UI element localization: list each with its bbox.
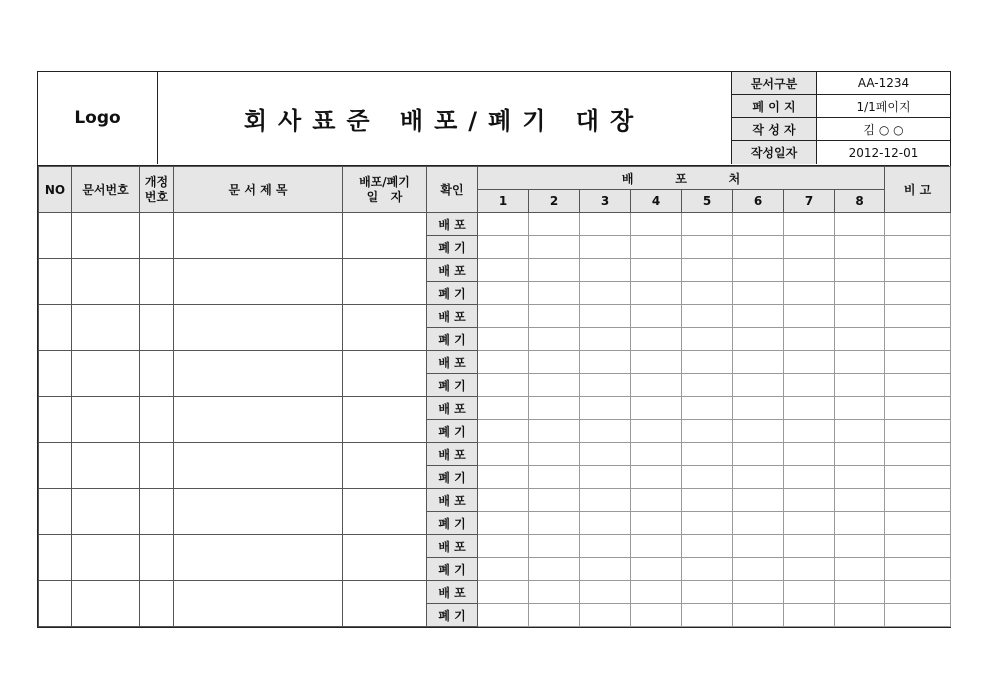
disposal-label: 폐 기: [427, 236, 478, 259]
distribution-check-cell[interactable]: [784, 604, 835, 627]
distribution-check-cell[interactable]: [835, 420, 885, 443]
distribution-check-cell[interactable]: [784, 558, 835, 581]
doc-no-cell[interactable]: [72, 489, 140, 535]
distribution-check-cell[interactable]: [682, 512, 733, 535]
revision-cell[interactable]: [140, 213, 174, 259]
distribution-check-cell[interactable]: [631, 558, 682, 581]
distribution-check-cell[interactable]: [580, 512, 631, 535]
remark-cell[interactable]: [885, 466, 951, 489]
distribution-check-cell[interactable]: [733, 397, 784, 420]
distribution-check-cell[interactable]: [631, 581, 682, 604]
distribution-check-cell[interactable]: [784, 328, 835, 351]
distribution-check-cell[interactable]: [631, 305, 682, 328]
distribution-check-cell[interactable]: [733, 443, 784, 466]
doc-no-cell[interactable]: [72, 305, 140, 351]
disposal-label: 폐 기: [427, 328, 478, 351]
distribution-check-cell[interactable]: [580, 581, 631, 604]
document-info-box: [731, 72, 950, 164]
distribution-check-cell[interactable]: [529, 259, 580, 282]
info-label: 문서구분: [732, 72, 817, 94]
distribution-check-cell[interactable]: [835, 397, 885, 420]
distribution-label: 배 포: [427, 443, 478, 466]
info-value[interactable]: 1/1페이지: [856, 99, 911, 114]
distribution-check-cell[interactable]: [478, 558, 529, 581]
revision-cell[interactable]: [140, 305, 174, 351]
distribution-check-cell[interactable]: [733, 581, 784, 604]
distribution-check-cell[interactable]: [529, 535, 580, 558]
revision-cell[interactable]: [140, 259, 174, 305]
distribution-check-cell[interactable]: [835, 443, 885, 466]
col-distribution-header: 배 포 처: [478, 167, 885, 190]
distribution-check-cell[interactable]: [529, 512, 580, 535]
distribution-check-cell[interactable]: [682, 374, 733, 397]
table-row: [39, 259, 951, 282]
distribution-check-cell[interactable]: [580, 351, 631, 374]
distribution-label: 배 포: [427, 535, 478, 558]
distribution-check-cell[interactable]: [478, 535, 529, 558]
info-row-date: [732, 141, 950, 164]
no-cell[interactable]: [39, 489, 72, 535]
distribution-check-cell[interactable]: [580, 374, 631, 397]
distribution-check-cell[interactable]: [784, 305, 835, 328]
distribution-label: 배 포: [427, 397, 478, 420]
info-label: 페 이 지: [732, 95, 817, 117]
distribution-check-cell[interactable]: [478, 466, 529, 489]
dist-col-5: 5: [682, 190, 733, 213]
distribution-check-cell[interactable]: [784, 374, 835, 397]
date-cell[interactable]: [343, 305, 427, 351]
distribution-check-cell[interactable]: [580, 397, 631, 420]
dist-col-7: 7: [784, 190, 835, 213]
distribution-check-cell[interactable]: [835, 305, 885, 328]
col-revision-header: [140, 167, 174, 213]
distribution-check-cell[interactable]: [631, 489, 682, 512]
distribution-check-cell[interactable]: [631, 466, 682, 489]
dist-col-4: 4: [631, 190, 682, 213]
dist-col-6: 6: [733, 190, 784, 213]
doc-title-cell[interactable]: [174, 397, 343, 443]
distribution-check-cell[interactable]: [835, 328, 885, 351]
disposal-label: 폐 기: [427, 558, 478, 581]
remark-cell[interactable]: [885, 328, 951, 351]
date-header-line1: 배포/폐기: [359, 174, 410, 189]
dist-col-1: 1: [478, 190, 529, 213]
no-cell[interactable]: [39, 535, 72, 581]
distribution-check-cell[interactable]: [733, 374, 784, 397]
distribution-check-cell[interactable]: [733, 259, 784, 282]
col-confirm-header: 확인: [427, 167, 478, 213]
distribution-check-cell[interactable]: [529, 466, 580, 489]
distribution-check-cell[interactable]: [784, 489, 835, 512]
distribution-check-cell[interactable]: [529, 282, 580, 305]
no-cell[interactable]: [39, 397, 72, 443]
distribution-check-cell[interactable]: [682, 466, 733, 489]
distribution-check-cell[interactable]: [529, 558, 580, 581]
date-cell[interactable]: [343, 443, 427, 489]
revision-cell[interactable]: [140, 397, 174, 443]
distribution-check-cell[interactable]: [835, 259, 885, 282]
distribution-check-cell[interactable]: [733, 489, 784, 512]
distribution-check-cell[interactable]: [835, 236, 885, 259]
distribution-check-cell[interactable]: [835, 558, 885, 581]
info-row-author: [732, 118, 950, 141]
distribution-check-cell[interactable]: [835, 374, 885, 397]
distribution-check-cell[interactable]: [529, 604, 580, 627]
distribution-check-cell[interactable]: [580, 558, 631, 581]
distribution-check-cell[interactable]: [580, 489, 631, 512]
distribution-check-cell[interactable]: [529, 443, 580, 466]
col-remark-header: 비 고: [885, 167, 951, 213]
info-value[interactable]: 2012-12-01: [848, 145, 919, 160]
distribution-check-cell[interactable]: [784, 259, 835, 282]
distribution-check-cell[interactable]: [529, 351, 580, 374]
no-cell[interactable]: [39, 443, 72, 489]
distribution-check-cell[interactable]: [478, 259, 529, 282]
doc-title-cell[interactable]: [174, 489, 343, 535]
distribution-check-cell[interactable]: [478, 397, 529, 420]
distribution-check-cell[interactable]: [733, 236, 784, 259]
disposal-label: 폐 기: [427, 512, 478, 535]
remark-cell[interactable]: [885, 351, 951, 374]
distribution-check-cell[interactable]: [733, 466, 784, 489]
doc-no-cell[interactable]: [72, 259, 140, 305]
distribution-check-cell[interactable]: [631, 397, 682, 420]
remark-cell[interactable]: [885, 581, 951, 604]
no-cell[interactable]: [39, 305, 72, 351]
distribution-check-cell[interactable]: [784, 236, 835, 259]
remark-cell[interactable]: [885, 420, 951, 443]
register-table: [38, 166, 951, 627]
distribution-check-cell[interactable]: [733, 420, 784, 443]
table-row: [39, 489, 951, 512]
distribution-label: 배 포: [427, 581, 478, 604]
date-cell[interactable]: [343, 213, 427, 259]
distribution-check-cell[interactable]: [631, 328, 682, 351]
distribution-check-cell[interactable]: [478, 420, 529, 443]
distribution-check-cell[interactable]: [835, 489, 885, 512]
info-row-page: [732, 95, 950, 118]
distribution-check-cell[interactable]: [784, 420, 835, 443]
remark-cell[interactable]: [885, 374, 951, 397]
distribution-check-cell[interactable]: [631, 420, 682, 443]
distribution-check-cell[interactable]: [784, 282, 835, 305]
distribution-check-cell[interactable]: [682, 489, 733, 512]
remark-cell[interactable]: [885, 512, 951, 535]
distribution-check-cell[interactable]: [529, 305, 580, 328]
distribution-check-cell[interactable]: [784, 351, 835, 374]
distribution-check-cell[interactable]: [580, 236, 631, 259]
distribution-check-cell[interactable]: [784, 443, 835, 466]
table-row: [39, 535, 951, 558]
remark-cell[interactable]: [885, 397, 951, 420]
distribution-check-cell[interactable]: [580, 443, 631, 466]
col-date-header: [343, 167, 427, 213]
distribution-check-cell[interactable]: [682, 558, 733, 581]
remark-cell[interactable]: [885, 213, 951, 236]
distribution-check-cell[interactable]: [529, 374, 580, 397]
distribution-check-cell[interactable]: [784, 535, 835, 558]
table-row: [39, 305, 951, 328]
distribution-check-cell[interactable]: [835, 213, 885, 236]
col-doc-title-header: 문 서 제 목: [174, 167, 343, 213]
date-cell[interactable]: [343, 397, 427, 443]
distribution-check-cell[interactable]: [631, 351, 682, 374]
distribution-check-cell[interactable]: [529, 328, 580, 351]
distribution-check-cell[interactable]: [631, 535, 682, 558]
dist-col-8: 8: [835, 190, 885, 213]
distribution-check-cell[interactable]: [631, 604, 682, 627]
distribution-label: 배 포: [427, 305, 478, 328]
distribution-check-cell[interactable]: [835, 604, 885, 627]
distribution-check-cell[interactable]: [682, 535, 733, 558]
distribution-check-cell[interactable]: [682, 604, 733, 627]
remark-cell[interactable]: [885, 604, 951, 627]
distribution-register-form: [37, 71, 951, 628]
remark-cell[interactable]: [885, 305, 951, 328]
dist-col-2: 2: [529, 190, 580, 213]
distribution-check-cell[interactable]: [478, 328, 529, 351]
doc-no-cell[interactable]: [72, 351, 140, 397]
distribution-check-cell[interactable]: [631, 259, 682, 282]
distribution-check-cell[interactable]: [478, 305, 529, 328]
revision-cell[interactable]: [140, 535, 174, 581]
no-cell[interactable]: [39, 351, 72, 397]
distribution-check-cell[interactable]: [682, 282, 733, 305]
company-logo: Logo: [38, 72, 158, 164]
distribution-check-cell[interactable]: [835, 535, 885, 558]
disposal-label: 폐 기: [427, 466, 478, 489]
distribution-check-cell[interactable]: [580, 604, 631, 627]
disposal-label: 폐 기: [427, 420, 478, 443]
date-cell[interactable]: [343, 489, 427, 535]
doc-title-cell[interactable]: [174, 351, 343, 397]
no-cell[interactable]: [39, 259, 72, 305]
col-doc-no-header: 문서번호: [72, 167, 140, 213]
disposal-label: 폐 기: [427, 282, 478, 305]
distribution-check-cell[interactable]: [835, 282, 885, 305]
distribution-check-cell[interactable]: [580, 213, 631, 236]
distribution-check-cell[interactable]: [733, 535, 784, 558]
distribution-label: 배 포: [427, 259, 478, 282]
register-body: [39, 213, 951, 627]
revision-cell[interactable]: [140, 581, 174, 627]
distribution-check-cell[interactable]: [682, 236, 733, 259]
date-cell[interactable]: [343, 581, 427, 627]
distribution-check-cell[interactable]: [529, 420, 580, 443]
distribution-check-cell[interactable]: [529, 581, 580, 604]
col-no-header: NO: [39, 167, 72, 213]
remark-cell[interactable]: [885, 489, 951, 512]
distribution-check-cell[interactable]: [784, 581, 835, 604]
doc-title-cell[interactable]: [174, 581, 343, 627]
revision-cell[interactable]: [140, 351, 174, 397]
distribution-check-cell[interactable]: [682, 443, 733, 466]
distribution-check-cell[interactable]: [784, 512, 835, 535]
distribution-label: 배 포: [427, 351, 478, 374]
doc-title-cell[interactable]: [174, 443, 343, 489]
date-cell[interactable]: [343, 351, 427, 397]
distribution-check-cell[interactable]: [631, 374, 682, 397]
remark-cell[interactable]: [885, 259, 951, 282]
dist-col-3: 3: [580, 190, 631, 213]
distribution-check-cell[interactable]: [733, 351, 784, 374]
revision-header-line2: 번호: [144, 189, 169, 204]
distribution-check-cell[interactable]: [580, 535, 631, 558]
distribution-check-cell[interactable]: [784, 466, 835, 489]
distribution-check-cell[interactable]: [682, 259, 733, 282]
distribution-check-cell[interactable]: [478, 604, 529, 627]
distribution-check-cell[interactable]: [682, 213, 733, 236]
distribution-check-cell[interactable]: [733, 282, 784, 305]
doc-title-cell[interactable]: [174, 305, 343, 351]
remark-cell[interactable]: [885, 558, 951, 581]
distribution-check-cell[interactable]: [529, 397, 580, 420]
date-cell[interactable]: [343, 259, 427, 305]
disposal-label: 폐 기: [427, 374, 478, 397]
date-cell[interactable]: [343, 535, 427, 581]
distribution-check-cell[interactable]: [478, 443, 529, 466]
distribution-check-cell[interactable]: [835, 512, 885, 535]
distribution-check-cell[interactable]: [733, 512, 784, 535]
revision-cell[interactable]: [140, 489, 174, 535]
distribution-check-cell[interactable]: [682, 397, 733, 420]
distribution-check-cell[interactable]: [631, 282, 682, 305]
doc-title-cell[interactable]: [174, 213, 343, 259]
no-cell[interactable]: [39, 581, 72, 627]
distribution-check-cell[interactable]: [733, 213, 784, 236]
distribution-check-cell[interactable]: [529, 213, 580, 236]
distribution-check-cell[interactable]: [682, 581, 733, 604]
distribution-check-cell[interactable]: [784, 397, 835, 420]
distribution-check-cell[interactable]: [529, 236, 580, 259]
doc-title-cell[interactable]: [174, 535, 343, 581]
distribution-check-cell[interactable]: [733, 305, 784, 328]
doc-no-cell[interactable]: [72, 443, 140, 489]
doc-no-cell[interactable]: [72, 213, 140, 259]
info-label: 작 성 자: [732, 118, 817, 140]
distribution-check-cell[interactable]: [580, 282, 631, 305]
distribution-check-cell[interactable]: [784, 213, 835, 236]
distribution-check-cell[interactable]: [733, 328, 784, 351]
no-cell[interactable]: [39, 213, 72, 259]
info-row-doc-type: [732, 72, 950, 95]
distribution-check-cell[interactable]: [529, 489, 580, 512]
doc-title-cell[interactable]: [174, 259, 343, 305]
form-title: 회사표준 배포/폐기 대장: [243, 106, 645, 135]
distribution-check-cell[interactable]: [835, 466, 885, 489]
distribution-check-cell[interactable]: [478, 489, 529, 512]
table-row: [39, 443, 951, 466]
distribution-label: 배 포: [427, 213, 478, 236]
distribution-check-cell[interactable]: [631, 236, 682, 259]
table-row: [39, 351, 951, 374]
doc-no-cell[interactable]: [72, 397, 140, 443]
distribution-check-cell[interactable]: [631, 213, 682, 236]
doc-no-cell[interactable]: [72, 581, 140, 627]
distribution-check-cell[interactable]: [478, 374, 529, 397]
revision-header-line1: 개정: [144, 174, 169, 189]
distribution-check-cell[interactable]: [682, 328, 733, 351]
distribution-check-cell[interactable]: [682, 305, 733, 328]
info-value[interactable]: 김 ○ ○: [863, 122, 904, 137]
distribution-check-cell[interactable]: [580, 305, 631, 328]
distribution-check-cell[interactable]: [478, 282, 529, 305]
distribution-check-cell[interactable]: [835, 581, 885, 604]
table-row: [39, 581, 951, 604]
distribution-check-cell[interactable]: [682, 420, 733, 443]
distribution-check-cell[interactable]: [478, 236, 529, 259]
distribution-check-cell[interactable]: [478, 213, 529, 236]
distribution-check-cell[interactable]: [682, 351, 733, 374]
date-header-line2: 일 자: [366, 189, 403, 204]
remark-cell[interactable]: [885, 236, 951, 259]
disposal-label: 폐 기: [427, 604, 478, 627]
distribution-check-cell[interactable]: [733, 604, 784, 627]
form-header: [38, 72, 949, 166]
remark-cell[interactable]: [885, 535, 951, 558]
table-row: [39, 397, 951, 420]
info-label: 작성일자: [732, 141, 817, 164]
distribution-check-cell[interactable]: [580, 466, 631, 489]
doc-no-cell[interactable]: [72, 535, 140, 581]
distribution-check-cell[interactable]: [478, 351, 529, 374]
distribution-check-cell[interactable]: [478, 581, 529, 604]
distribution-label: 배 포: [427, 489, 478, 512]
revision-cell[interactable]: [140, 443, 174, 489]
distribution-check-cell[interactable]: [631, 443, 682, 466]
distribution-check-cell[interactable]: [631, 512, 682, 535]
remark-cell[interactable]: [885, 443, 951, 466]
distribution-check-cell[interactable]: [835, 351, 885, 374]
remark-cell[interactable]: [885, 282, 951, 305]
distribution-check-cell[interactable]: [478, 512, 529, 535]
distribution-check-cell[interactable]: [580, 420, 631, 443]
table-row: [39, 213, 951, 236]
info-value[interactable]: AA-1234: [857, 76, 910, 90]
distribution-check-cell[interactable]: [580, 259, 631, 282]
distribution-check-cell[interactable]: [580, 328, 631, 351]
distribution-check-cell[interactable]: [733, 558, 784, 581]
